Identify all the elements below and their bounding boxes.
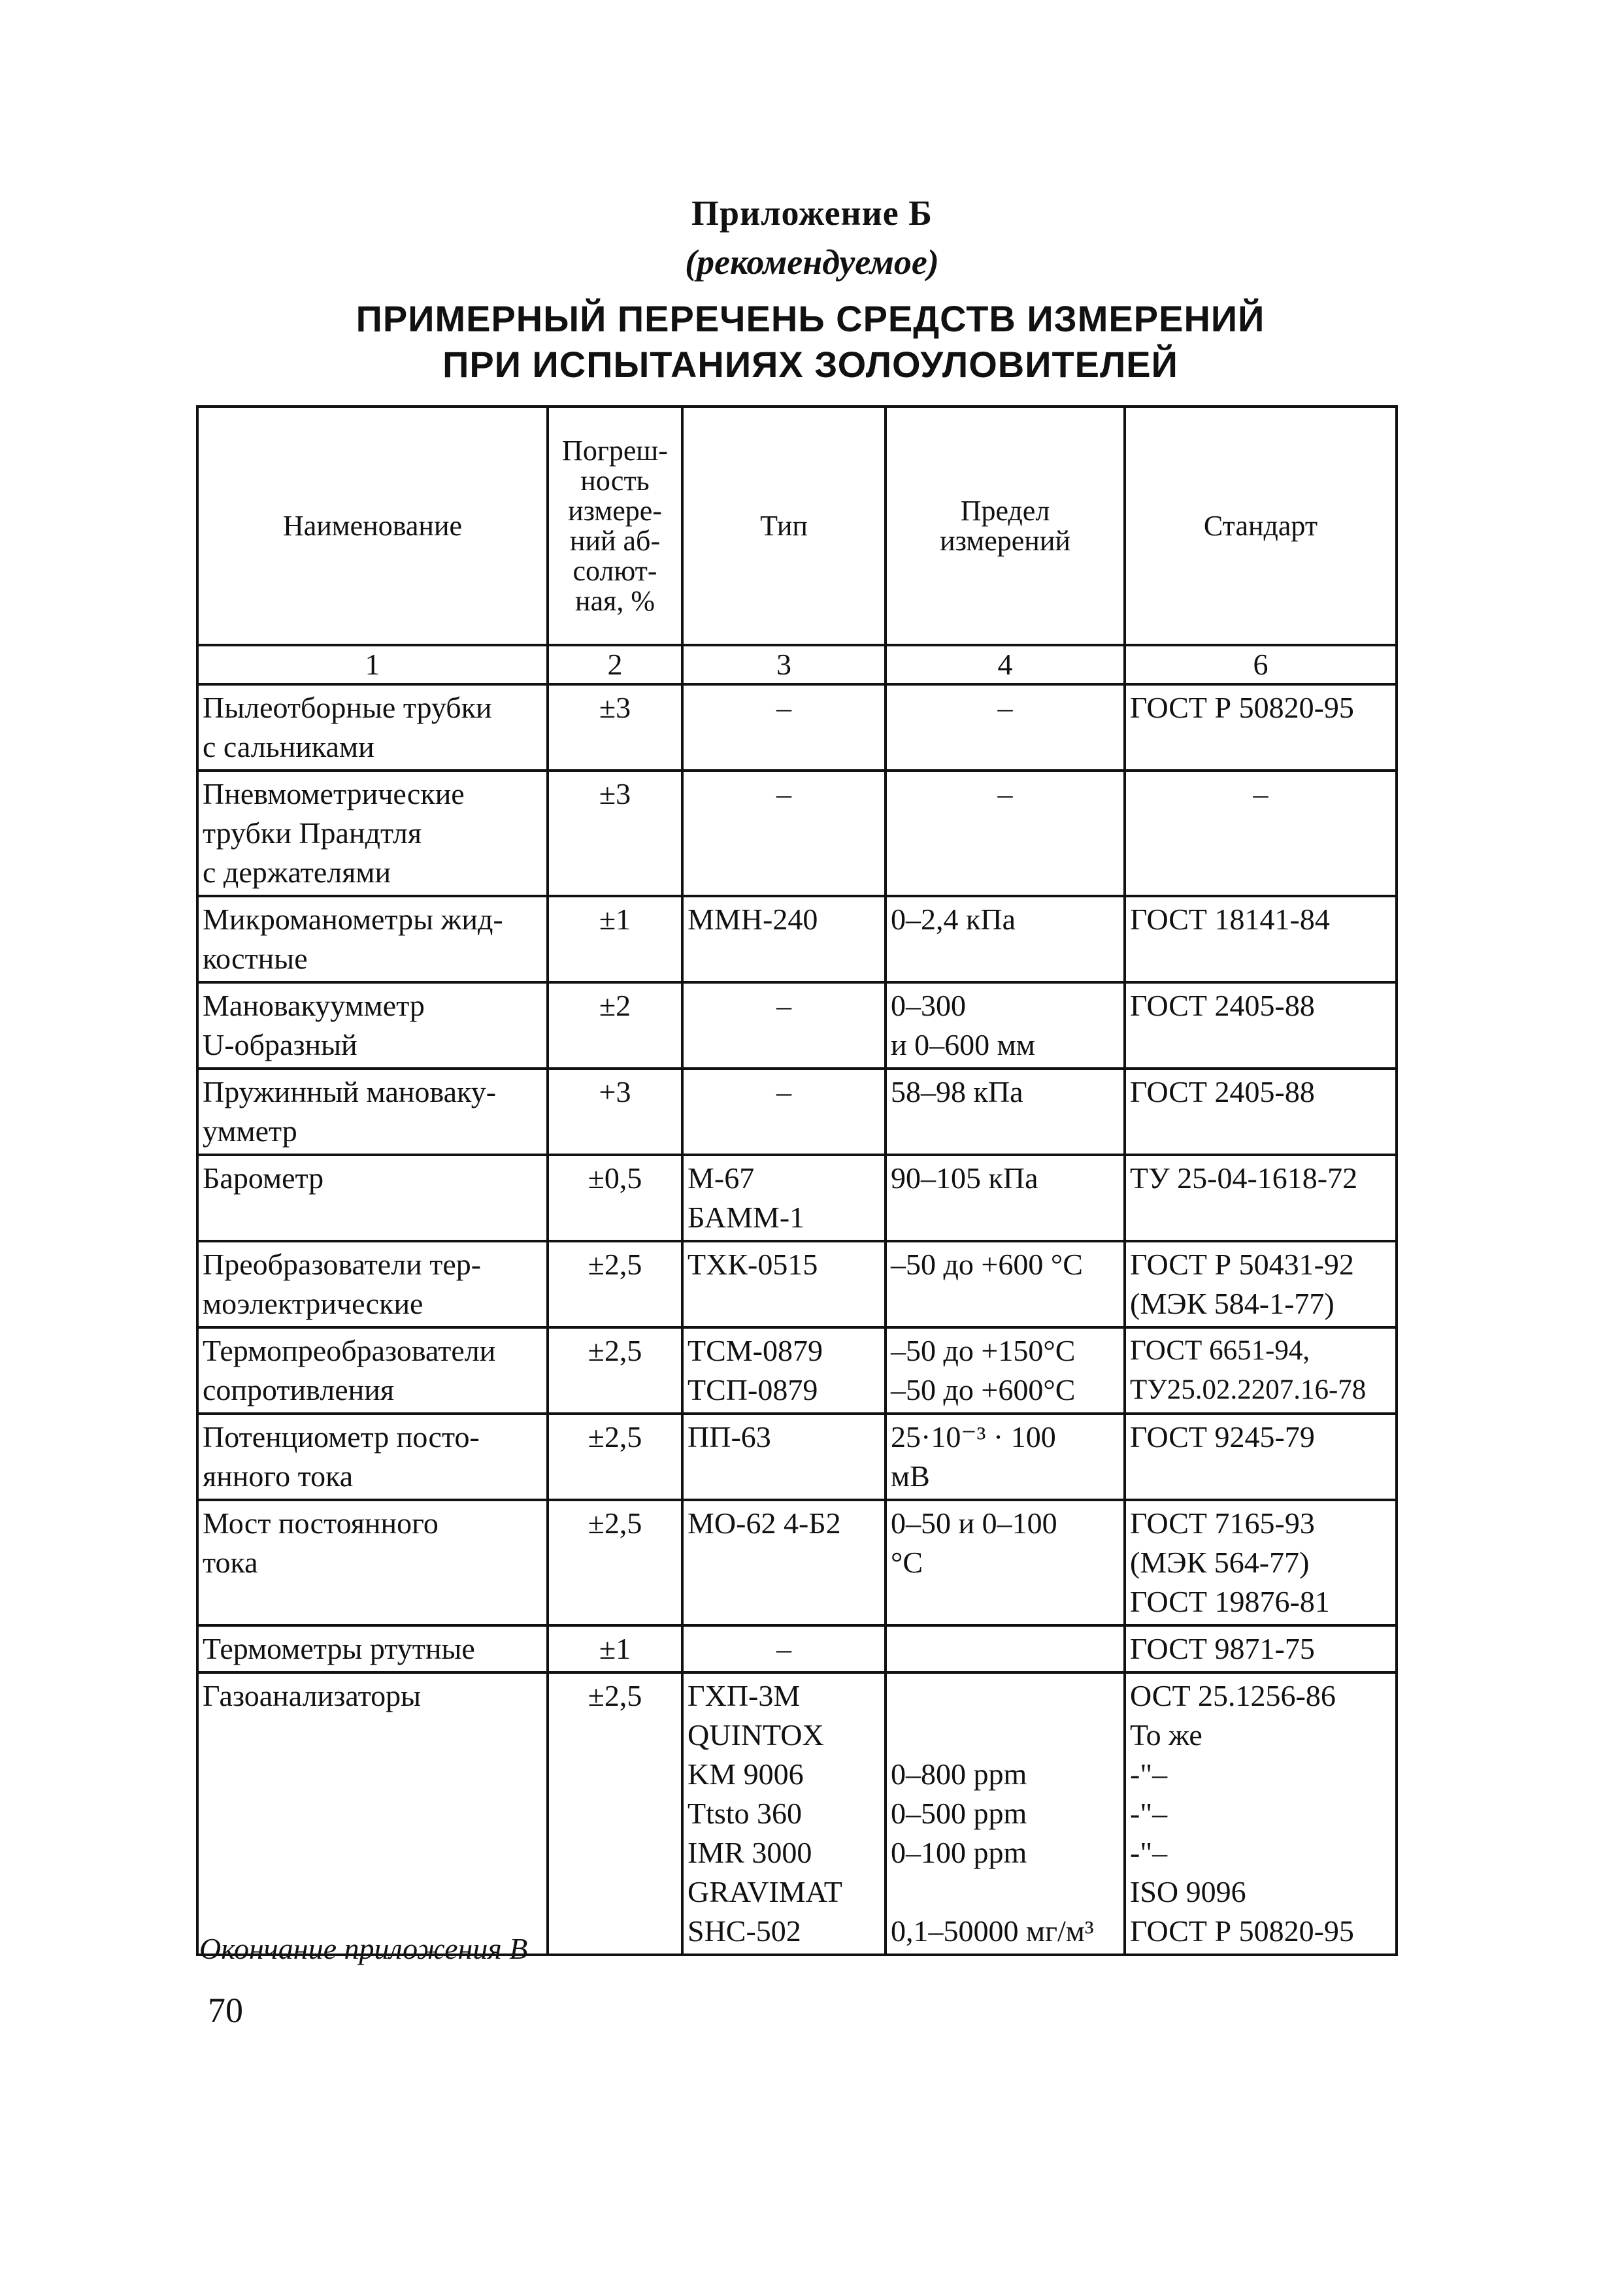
instrument-type: – — [682, 1625, 886, 1672]
table-row — [197, 1500, 1397, 1625]
instruments-table — [196, 405, 1398, 1956]
column-number: 3 — [682, 645, 886, 684]
table-row — [197, 1327, 1397, 1414]
instrument-type: – — [682, 684, 886, 771]
instrument-type: ТХК-0515 — [682, 1241, 886, 1327]
instrument-type: ММН-240 — [682, 896, 886, 982]
table-row — [197, 1625, 1397, 1672]
instrument-type: ТСМ-0879 ТСП-0879 — [682, 1327, 886, 1414]
instrument-error: ±3 — [548, 771, 682, 896]
table-row — [197, 1414, 1397, 1500]
column-number: 1 — [197, 645, 548, 684]
instrument-standard: ГОСТ 6651-94, ТУ25.02.2207.16-78 — [1125, 1327, 1397, 1414]
instrument-range: 0–300 и 0–600 мм — [886, 982, 1125, 1069]
document-title-line-1: ПРИМЕРНЫЙ ПЕРЕЧЕНЬ СРЕДСТВ ИЗМЕРЕНИЙ — [356, 298, 1265, 339]
instrument-name: Преобразователи тер- моэлектрические — [197, 1241, 548, 1327]
table-row — [197, 1069, 1397, 1155]
table-header-row — [197, 407, 1397, 645]
instrument-standard: ГОСТ 9871-75 — [1125, 1625, 1397, 1672]
instrument-name: Газоанализаторы — [197, 1672, 548, 1955]
table-row — [197, 896, 1397, 982]
column-header-range: Предел измерений — [886, 407, 1125, 645]
instrument-error: ±2,5 — [548, 1327, 682, 1414]
instrument-standard: ГОСТ 2405-88 — [1125, 1069, 1397, 1155]
instrument-name: Барометр — [197, 1155, 548, 1241]
instrument-error: ±2,5 — [548, 1672, 682, 1955]
appendix-title: Приложение Б — [691, 193, 933, 233]
instrument-standard: ГОСТ Р 50820-95 — [1125, 684, 1397, 771]
instrument-name: Термопреобразователи сопротивления — [197, 1327, 548, 1414]
instrument-type: – — [682, 1069, 886, 1155]
instrument-range: – — [886, 771, 1125, 896]
table-row — [197, 1241, 1397, 1327]
instrument-standard: ГОСТ 9245-79 — [1125, 1414, 1397, 1500]
instrument-type: – — [682, 771, 886, 896]
column-number-row — [197, 645, 1397, 684]
instrument-name: Микроманометры жид- костные — [197, 896, 548, 982]
column-header-error: Погреш- ность измере- ний аб- солют- ная, % — [548, 407, 682, 645]
instrument-error: +3 — [548, 1069, 682, 1155]
instrument-error: ±2,5 — [548, 1414, 682, 1500]
instrument-error: ±2,5 — [548, 1241, 682, 1327]
instrument-range: – — [886, 684, 1125, 771]
instrument-name: Мост постоянного тока — [197, 1500, 548, 1625]
instrument-range: 0–50 и 0–100 °С — [886, 1500, 1125, 1625]
instrument-name: Пружинный мановаку- умметр — [197, 1069, 548, 1155]
column-header-standard: Стандарт — [1125, 407, 1397, 645]
instrument-range: 0–800 ppm 0–500 ppm 0–100 ppm 0,1–50000 мг/м³ — [886, 1672, 1125, 1955]
column-number: 6 — [1125, 645, 1397, 684]
table-row — [197, 771, 1397, 896]
instrument-standard: ТУ 25-04-1618-72 — [1125, 1155, 1397, 1241]
document-title-line-2: ПРИ ИСПЫТАНИЯХ ЗОЛОУЛОВИТЕЛЕЙ — [442, 344, 1178, 385]
instrument-range: 25·10⁻³ · 100 мВ — [886, 1414, 1125, 1500]
column-header-type: Тип — [682, 407, 886, 645]
instrument-standard: ГОСТ 18141-84 — [1125, 896, 1397, 982]
instrument-range — [886, 1625, 1125, 1672]
instrument-name: Пневмометрические трубки Прандтля с держателями — [197, 771, 548, 896]
table-row — [197, 982, 1397, 1069]
table-row — [197, 1672, 1397, 1955]
instrument-standard: ОСТ 25.1256-86 То же -"– -"– -"– ISO 9096 ГОСТ Р 50820-95 — [1125, 1672, 1397, 1955]
instrument-standard: ГОСТ 2405-88 — [1125, 982, 1397, 1069]
instrument-error: ±0,5 — [548, 1155, 682, 1241]
instrument-standard: ГОСТ Р 50431-92 (МЭК 584-1-77) — [1125, 1241, 1397, 1327]
column-header-name: Наименование — [197, 407, 548, 645]
instrument-type: ПП-63 — [682, 1414, 886, 1500]
instrument-name: Пылеотборные трубки с сальниками — [197, 684, 548, 771]
instrument-error: ±3 — [548, 684, 682, 771]
instrument-error: ±2,5 — [548, 1500, 682, 1625]
instrument-standard: – — [1125, 771, 1397, 896]
instrument-range: 58–98 кПа — [886, 1069, 1125, 1155]
instrument-range: 0–2,4 кПа — [886, 896, 1125, 982]
instrument-name: Потенциометр посто- янного тока — [197, 1414, 548, 1500]
column-number: 4 — [886, 645, 1125, 684]
table-row — [197, 684, 1397, 771]
instrument-name: Мановакуумметр U-образный — [197, 982, 548, 1069]
column-number: 2 — [548, 645, 682, 684]
instrument-error: ±1 — [548, 896, 682, 982]
instrument-error: ±2 — [548, 982, 682, 1069]
instrument-type: – — [682, 982, 886, 1069]
instrument-error: ±1 — [548, 1625, 682, 1672]
instrument-type: ГХП-3М QUINTOX KM 9006 Ttsto 360 IMR 3000 GRAVIMAT SHC-502 — [682, 1672, 886, 1955]
instrument-standard: ГОСТ 7165-93 (МЭК 564-77) ГОСТ 19876-81 — [1125, 1500, 1397, 1625]
page-number: 70 — [208, 1991, 243, 2030]
instrument-type: МО-62 4-Б2 — [682, 1500, 886, 1625]
appendix-status: (рекомендуемое) — [685, 242, 939, 282]
instrument-range: –50 до +150°С –50 до +600°С — [886, 1327, 1125, 1414]
instrument-type: М-67 БАММ-1 — [682, 1155, 886, 1241]
instrument-range: –50 до +600 °С — [886, 1241, 1125, 1327]
appendix-end-note: Окончание приложения В — [199, 1932, 528, 1965]
table-row — [197, 1155, 1397, 1241]
instrument-range: 90–105 кПа — [886, 1155, 1125, 1241]
instrument-name: Термометры ртутные — [197, 1625, 548, 1672]
